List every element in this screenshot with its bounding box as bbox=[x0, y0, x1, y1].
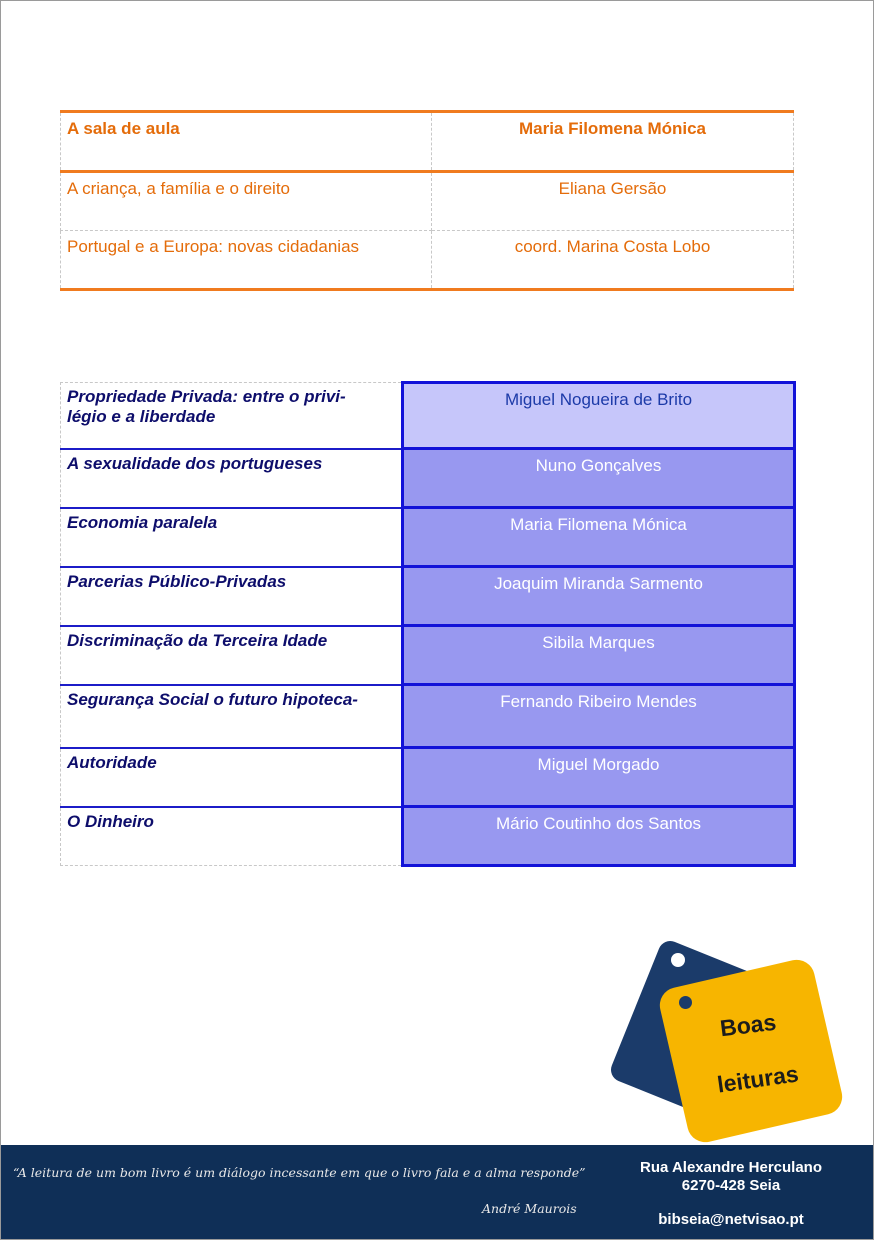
quote-author: André Maurois bbox=[482, 1201, 577, 1216]
book-title bbox=[61, 383, 403, 449]
book-title: A sexualidade dos portugueses bbox=[61, 449, 403, 508]
table-row bbox=[61, 449, 795, 508]
tag-yellow-shape bbox=[656, 956, 845, 1145]
address-line2: 6270-428 Seia bbox=[681, 1177, 781, 1194]
book-author: Mário Coutinho dos Santos bbox=[403, 807, 795, 866]
address-line1: Rua Alexandre Herculano bbox=[640, 1159, 822, 1176]
library-address bbox=[601, 1159, 861, 1195]
badge-line2: leituras bbox=[715, 1060, 801, 1098]
table-row bbox=[61, 508, 795, 567]
book-author: Fernando Ribeiro Mendes bbox=[403, 685, 795, 748]
book-title: A sala de aula bbox=[61, 112, 432, 172]
book-author: Joaquim Miranda Sarmento bbox=[403, 567, 795, 626]
book-author: Nuno Gonçalves bbox=[403, 449, 795, 508]
book-author: Eliana Gersão bbox=[432, 172, 794, 231]
book-title: A criança, a família e o direito bbox=[61, 172, 432, 231]
book-author: Sibila Marques bbox=[403, 626, 795, 685]
table-row bbox=[61, 748, 795, 807]
book-title: Discriminação da Terceira Idade bbox=[61, 626, 403, 685]
book-title: Economia paralela bbox=[61, 508, 403, 567]
book-title: Autoridade bbox=[61, 748, 403, 807]
table-row bbox=[61, 231, 794, 290]
orange-book-table bbox=[60, 110, 794, 291]
tag-hole-icon bbox=[679, 996, 692, 1009]
book-author: coord. Marina Costa Lobo bbox=[432, 231, 794, 290]
badge-line1: Boas bbox=[718, 1008, 778, 1042]
book-author: Miguel Morgado bbox=[403, 748, 795, 807]
book-author: Miguel Nogueira de Brito bbox=[403, 383, 795, 449]
book-title: Parcerias Público-Privadas bbox=[61, 567, 403, 626]
book-title: Segurança Social o futuro hipoteca- bbox=[61, 685, 403, 748]
table-row bbox=[61, 626, 795, 685]
book-title-line1: Propriedade Privada: entre o privi- bbox=[67, 387, 346, 406]
quote-text: “A leitura de um bom livro é um diálogo incessante em que o livro fala e a alma responde” bbox=[13, 1165, 586, 1180]
table-row bbox=[61, 567, 795, 626]
book-author: Maria Filomena Mónica bbox=[403, 508, 795, 567]
footer-banner bbox=[1, 1145, 873, 1239]
book-title-line2: légio e a liberdade bbox=[67, 407, 216, 426]
table-row bbox=[61, 685, 795, 748]
email-link[interactable]: bibseia@netvisao.pt bbox=[658, 1211, 804, 1228]
tag-hole-icon bbox=[671, 953, 685, 967]
blue-book-table bbox=[60, 381, 796, 867]
table-row bbox=[61, 807, 795, 866]
table-row bbox=[61, 112, 794, 172]
table-row bbox=[61, 172, 794, 231]
table-row bbox=[61, 383, 795, 449]
book-title: Portugal e a Europa: novas cidadanias bbox=[61, 231, 432, 290]
book-title: O Dinheiro bbox=[61, 807, 403, 866]
book-author: Maria Filomena Mónica bbox=[432, 112, 794, 172]
